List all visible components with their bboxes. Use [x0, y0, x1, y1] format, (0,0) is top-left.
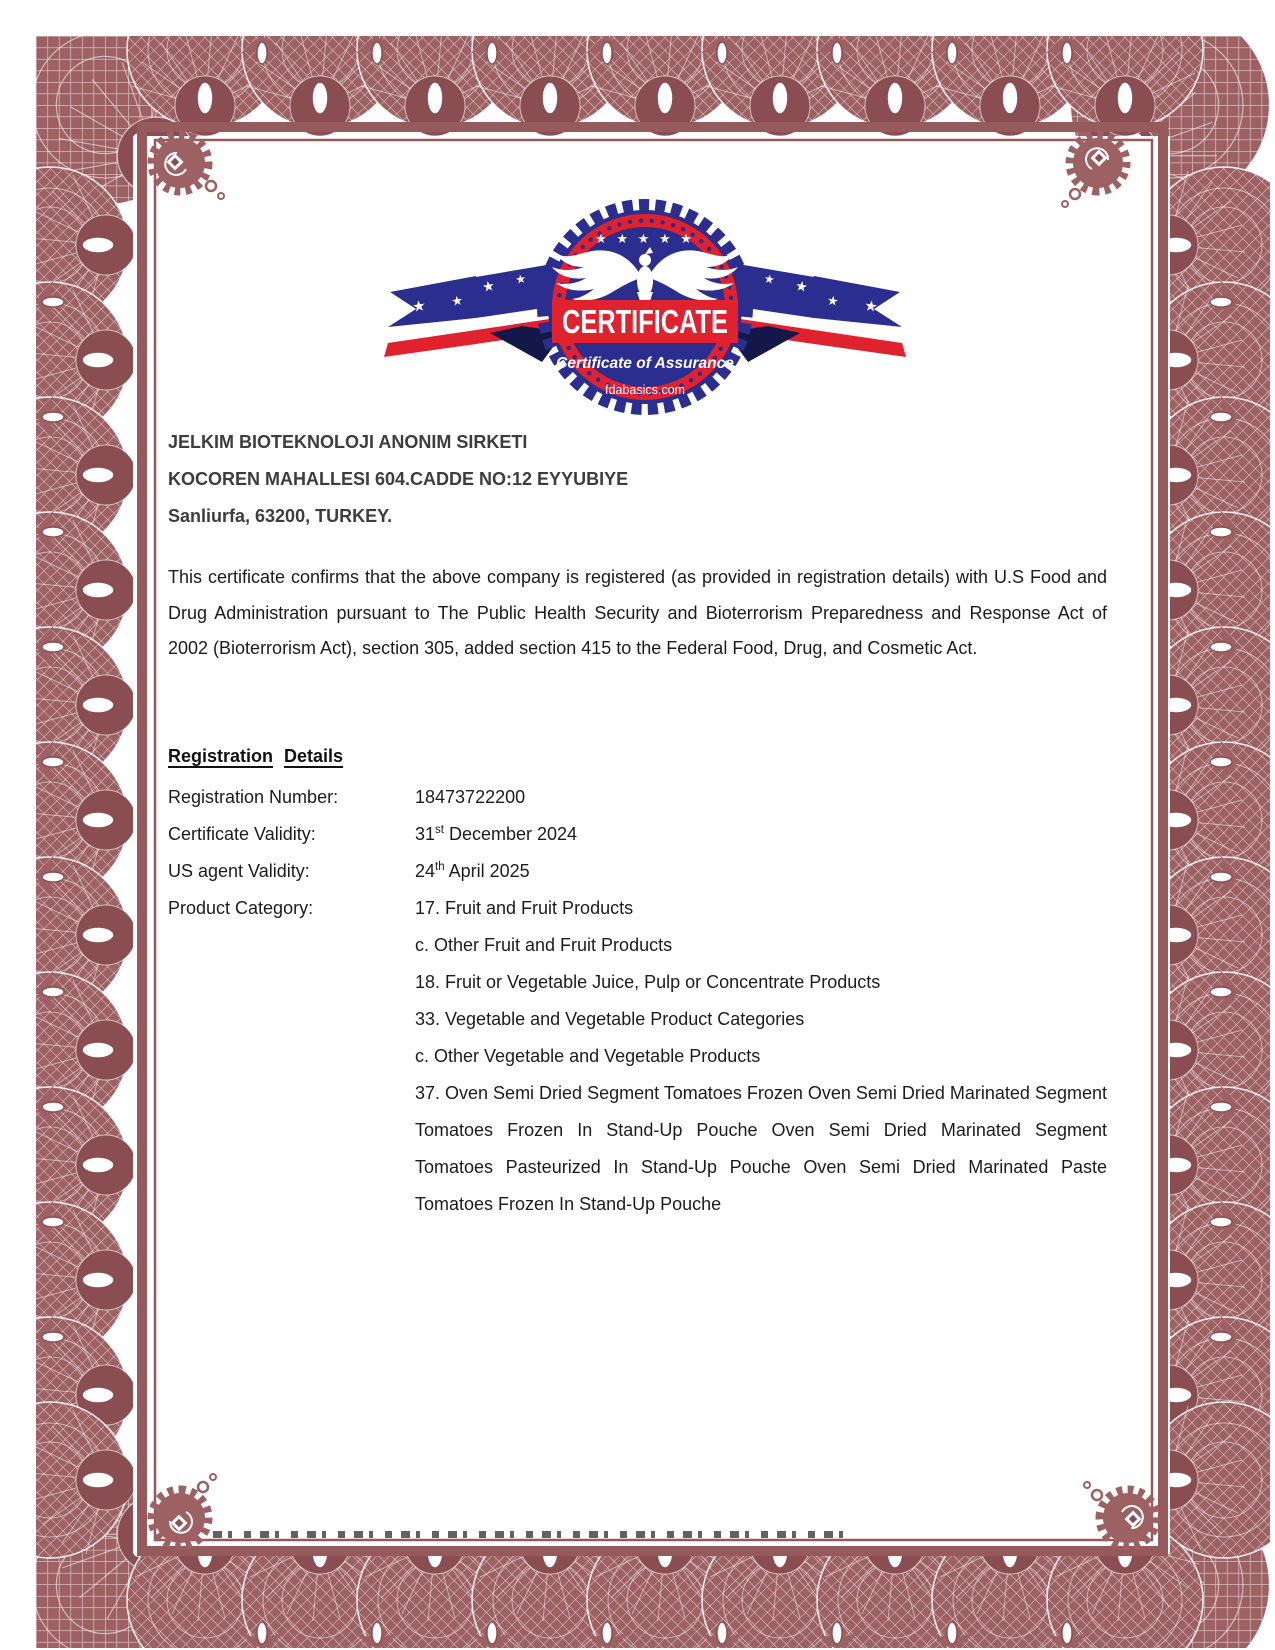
- badge-seal: [544, 206, 746, 408]
- badge-website: fdabasics.com: [605, 383, 685, 397]
- us-agent-validity-row: [168, 853, 1107, 890]
- recipient-block: [168, 424, 1107, 535]
- heading-word-registration: Registration: [168, 746, 274, 766]
- product-category-item: 18. Fruit or Vegetable Juice, Pulp or Concentrate Products: [415, 972, 881, 992]
- certificate-statement: This certificate confirms that the above company is registered (as provided in registration details) with U.S Food and Drug Administration pursuant to The Public Health Security and Bioterrorism Preparedness and Response Act of 2002 (Bioterrorism Act), section 305, added section 415 to the Federal Food, Drug, and Cosmetic Act.: [168, 567, 1107, 658]
- corner-swirl-ornament: [1084, 1482, 1155, 1545]
- corner-swirl-ornament: [153, 136, 224, 199]
- registration-number-value: 18473722200: [415, 787, 526, 807]
- registration-details-heading: [168, 741, 1107, 771]
- registration-number-row: [168, 779, 1107, 816]
- certificate-badge: [355, 186, 935, 430]
- badge-title: CERTIFICATE: [562, 303, 728, 340]
- clipped-text-artifact: [213, 1531, 855, 1538]
- heading-word-details: Details: [284, 746, 344, 766]
- corner-swirl-ornament: [153, 1474, 216, 1545]
- recipient-address-line2: Sanliurfa, 63200, TURKEY.: [168, 506, 393, 526]
- badge-stars: ★ ★ ★ ★ ★: [595, 231, 695, 246]
- product-category-list: [415, 890, 1107, 1223]
- recipient-name: JELKIM BIOTEKNOLOJI ANONIM SIRKETI: [168, 432, 528, 452]
- product-category-item: c. Other Vegetable and Vegetable Products: [415, 1046, 761, 1066]
- us-agent-validity-value: 24th April 2025: [415, 861, 530, 881]
- badge-subtitle: Certificate of Assurance: [556, 355, 734, 372]
- row-label: Registration Number:: [168, 787, 339, 807]
- registration-details-table: [168, 779, 1107, 1223]
- row-label: Certificate Validity:: [168, 824, 316, 844]
- product-category-row: [168, 890, 1107, 1223]
- certificate-validity-row: [168, 816, 1107, 853]
- corner-swirl-ornament: [1062, 136, 1125, 207]
- certificate-validity-value: 31st December 2024: [415, 824, 578, 844]
- row-label: Product Category:: [168, 898, 314, 918]
- product-category-item: 33. Vegetable and Vegetable Product Categories: [415, 1009, 805, 1029]
- row-label: US agent Validity:: [168, 861, 310, 881]
- product-category-item: 17. Fruit and Fruit Products: [415, 898, 634, 918]
- recipient-address-line1: KOCOREN MAHALLESI 604.CADDE NO:12 EYYUBIYE: [168, 469, 629, 489]
- product-category-item: c. Other Fruit and Fruit Products: [415, 935, 673, 955]
- product-category-item: 37. Oven Semi Dried Segment Tomatoes Frozen Oven Semi Dried Marinated Segment Tomatoes Frozen In Stand-Up Pouche Oven Semi Dried Marinated Segment Tomatoes Pasteurized In Stand-Up Pouche Oven Semi Dried Marinated Paste Tomatoes Frozen In Stand-Up Pouche: [415, 1083, 1107, 1214]
